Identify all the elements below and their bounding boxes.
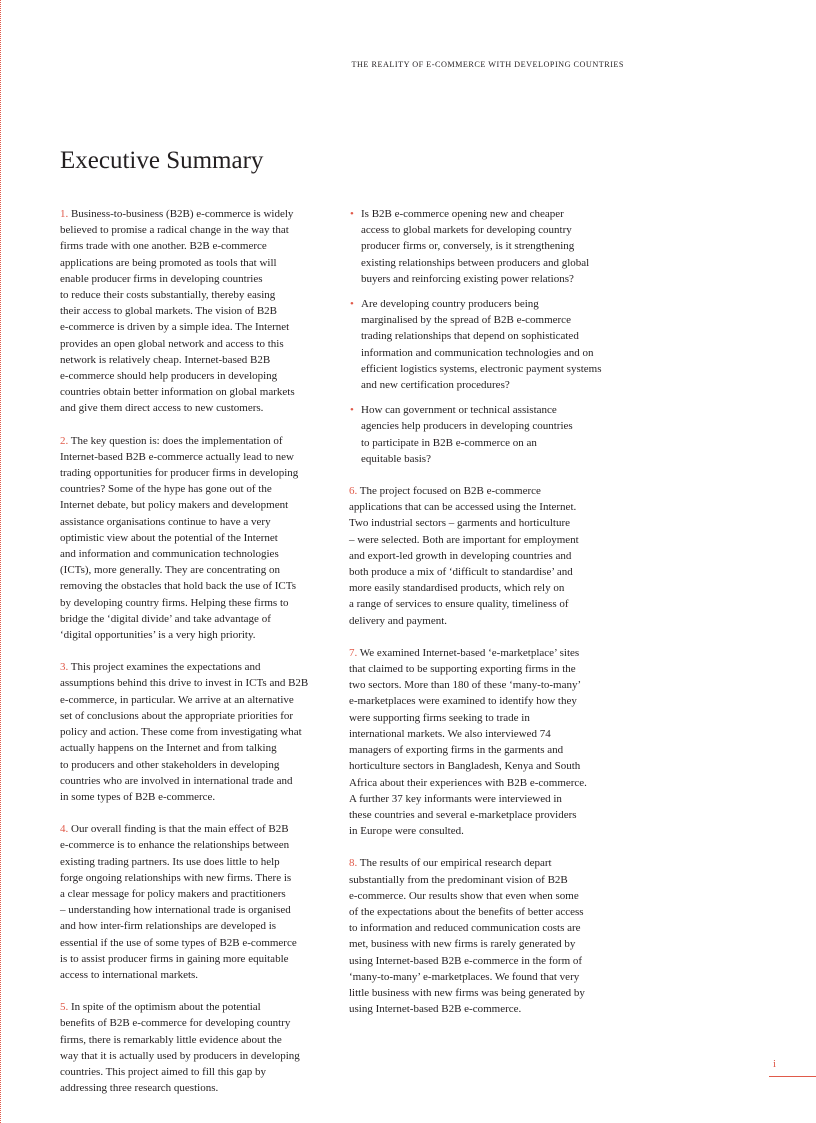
paragraph-number: 7. <box>349 646 358 659</box>
list-item <box>349 296 625 393</box>
paragraph-number: 5. <box>60 1001 69 1014</box>
paragraph-8 <box>349 855 625 1017</box>
research-questions-list <box>349 206 625 467</box>
paragraph-text: Business-to-business (B2B) e-commerce is widely believed to promise a radical change in the way that firms trade with one another. B2B e-commerce applications are being promoted as tools that will enable producer firms in developing countries to reduce their costs substantially, thereby easing their access to global markets. The vision of B2B e-commerce is driven by a simple idea. The Internet provides an open global network and access to this network is relatively cheap. Internet-based B2B e-commerce should help producers in developing countries obtain better information on global markets and give them direct access to new customers. <box>60 208 295 415</box>
paragraph-number: 2. <box>60 434 69 447</box>
list-item <box>349 206 625 287</box>
paragraph-6 <box>349 483 625 629</box>
paragraph-text: In spite of the optimism about the potential benefits of B2B e-commerce for developing country firms, there is remarkably little evidence about the way that it is actually used by producers in developing countries. This project aimed to fill this gap by addressing three research questions. <box>60 1001 300 1095</box>
paragraph-text: The results of our empirical research depart substantially from the predominant vision of B2B e-commerce. Our results show that even when some of the expectations about the benefits of better access to information and reduced communication costs are met, business with new firms is rarely generated by using Internet-based B2B e-commerce in the form of ‘many-to-many’ e-marketplaces. We found that very little business with new firms was being generated by using Internet-based B2B e-commerce. <box>349 857 585 1016</box>
page-number-rule <box>769 1076 816 1077</box>
bullet-icon: • <box>350 208 354 220</box>
paragraph-text: Our overall finding is that the main effect of B2B e-commerce is to enhance the relationships between existing trading partners. Its use does little to help forge ongoing relationships with new firms. There is a clear message for policy makers and practitioners – understanding how international trade is organised and how inter-firm relationships are developed is essential if the use of some types of B2B e-commerce is to assist producer firms in gaining more equitable access to international markets. <box>60 823 297 981</box>
paragraph-number: 1. <box>60 208 69 220</box>
bullet-text: Is B2B e-commerce opening new and cheaper access to global markets for developing country producer firms or, conversely, is it strengthening existing relationships between producers and global buyers and reinforcing existing power relations? <box>361 208 590 285</box>
paragraph-number: 8. <box>349 857 358 870</box>
paragraph-1 <box>60 206 332 417</box>
paragraph-2 <box>60 433 332 644</box>
paragraph-number: 3. <box>60 661 69 674</box>
paragraph-4 <box>60 821 332 983</box>
paragraph-5 <box>60 999 332 1096</box>
bullet-icon: • <box>350 298 354 311</box>
page-number: i <box>772 1058 776 1070</box>
paragraph-text: The key question is: does the implementation of Internet-based B2B e-commerce actually lead to new trading opportunities for producer firms in developing countries? Some of the hype has gone out of the Internet debate, but policy makers and development assistance organisations continue to have a very optimistic view about the potential of the Internet and information and communication technologies (ICTs), more generally. They are concentrating on removing the obstacles that hold back the use of ICTs by developing country firms. Helping these firms to bridge the ‘digital divide’ and take advantage of ‘digital opportunities’ is a very high priority. <box>60 434 299 642</box>
bullet-text: Are developing country producers being marginalised by the spread of B2B e-commerce trading relationships that depend on sophisticated information and communication technologies and on efficient logistics systems, electronic payment systems and new certification procedures? <box>361 298 602 392</box>
page-title: Executive Summary <box>60 147 264 174</box>
bullet-icon: • <box>350 404 354 417</box>
paragraph-3 <box>60 659 332 805</box>
left-column <box>60 206 332 1112</box>
bullet-text: How can government or technical assistance agencies help producers in developing countries to participate in B2B e-commerce on an equitable basis? <box>361 404 573 465</box>
paragraph-text: We examined Internet-based ‘e-marketplace’ sites that claimed to be supporting exporting firms in the two sectors. More than 180 of these ‘many-to-many’ e-marketplaces were examined to identify how they were supporting firms seeking to trade in international markets. We also interviewed 74 managers of exporting firms in the garments and horticulture sectors in Bangladesh, Kenya and South Africa about their experiences with B2B e-commerce. A further 37 key informants were interviewed in these countries and several e-marketplace providers in Europe were consulted. <box>349 646 587 838</box>
running-head: THE REALITY OF E-COMMERCE WITH DEVELOPING COUNTRIES <box>351 60 624 69</box>
paragraph-text: The project focused on B2B e-commerce applications that can be accessed using the Internet. Two industrial sectors – garments and horticulture – were selected. Both are important for employment and export-led growth in developing countries and both produce a mix of ‘difficult to standardise’ and more easily standardised products, which rely on a range of services to ensure quality, timeliness of delivery and payment. <box>349 485 579 627</box>
paragraph-number: 6. <box>349 485 358 498</box>
paragraph-text: This project examines the expectations and assumptions behind this drive to invest in ICTs and B2B e-commerce, in particular. We arrive at an alternative set of conclusions about the appropriate priorities for policy and action. These come from investigating what actually happens on the Internet and from talking to producers and other stakeholders in developing countries who are involved in international trade and in some types of B2B e-commerce. <box>60 661 309 803</box>
right-column <box>349 206 625 1033</box>
paragraph-7 <box>349 645 625 839</box>
list-item <box>349 402 625 467</box>
paragraph-number: 4. <box>60 823 69 836</box>
page-edge-rule <box>0 0 1 1123</box>
